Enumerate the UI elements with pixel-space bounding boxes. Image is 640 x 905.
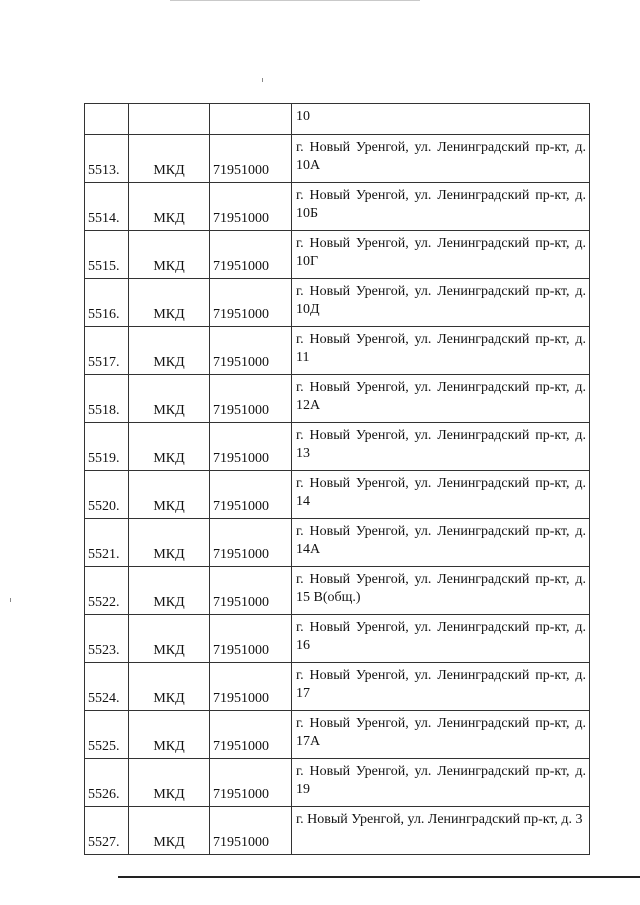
address-cell: г. Новый Уренгой, ул. Ленинградский пр-кт, д. 3 — [292, 807, 590, 855]
oktmo-code: 71951000 — [210, 471, 292, 519]
table-row — [85, 663, 590, 711]
row-number: 5522. — [85, 567, 129, 615]
oktmo-code: 71951000 — [210, 615, 292, 663]
address-cell: г. Новый Уренгой, ул. Ленинградский пр-кт, д. 16 — [292, 615, 590, 663]
address-cell: г. Новый Уренгой, ул. Ленинградский пр-кт, д. 17 — [292, 663, 590, 711]
scan-speck — [262, 78, 263, 82]
scan-speck — [10, 598, 11, 602]
row-number: 5516. — [85, 279, 129, 327]
address-cell: г. Новый Уренгой, ул. Ленинградский пр-кт, д. 17А — [292, 711, 590, 759]
table-row-continuation — [85, 104, 590, 135]
oktmo-code: 71951000 — [210, 759, 292, 807]
table-row — [85, 759, 590, 807]
object-type: МКД — [129, 663, 210, 711]
table-row — [85, 279, 590, 327]
address-cell: г. Новый Уренгой, ул. Ленинградский пр-кт, д. 19 — [292, 759, 590, 807]
object-type: МКД — [129, 423, 210, 471]
address-cell: г. Новый Уренгой, ул. Ленинградский пр-кт, д. 11 — [292, 327, 590, 375]
oktmo-code: 71951000 — [210, 279, 292, 327]
table-row — [85, 519, 590, 567]
table-row — [85, 375, 590, 423]
row-number: 5515. — [85, 231, 129, 279]
row-number: 5514. — [85, 183, 129, 231]
row-number — [85, 104, 129, 135]
oktmo-code: 71951000 — [210, 375, 292, 423]
row-number: 5521. — [85, 519, 129, 567]
object-type: МКД — [129, 375, 210, 423]
address-cell: г. Новый Уренгой, ул. Ленинградский пр-кт, д. 10Г — [292, 231, 590, 279]
object-type: МКД — [129, 135, 210, 183]
object-type: МКД — [129, 759, 210, 807]
address-cell: г. Новый Уренгой, ул. Ленинградский пр-кт, д. 13 — [292, 423, 590, 471]
oktmo-code: 71951000 — [210, 135, 292, 183]
table-row — [85, 135, 590, 183]
object-type: МКД — [129, 711, 210, 759]
oktmo-code: 71951000 — [210, 807, 292, 855]
table-row — [85, 183, 590, 231]
row-number: 5518. — [85, 375, 129, 423]
oktmo-code: 71951000 — [210, 327, 292, 375]
address-cell: г. Новый Уренгой, ул. Ленинградский пр-кт, д. 15 В(общ.) — [292, 567, 590, 615]
object-type: МКД — [129, 807, 210, 855]
address-cell: г. Новый Уренгой, ул. Ленинградский пр-кт, д. 14 — [292, 471, 590, 519]
object-type: МКД — [129, 279, 210, 327]
oktmo-code: 71951000 — [210, 567, 292, 615]
object-type: МКД — [129, 471, 210, 519]
table-row — [85, 807, 590, 855]
oktmo-code: 71951000 — [210, 663, 292, 711]
top-scan-rule — [170, 0, 420, 1]
address-cell: г. Новый Уренгой, ул. Ленинградский пр-кт, д. 12А — [292, 375, 590, 423]
row-number: 5527. — [85, 807, 129, 855]
address-cell: г. Новый Уренгой, ул. Ленинградский пр-кт, д. 10А — [292, 135, 590, 183]
object-type — [129, 104, 210, 135]
oktmo-code: 71951000 — [210, 711, 292, 759]
table-row — [85, 471, 590, 519]
address-cell: г. Новый Уренгой, ул. Ленинградский пр-кт, д. 10Д — [292, 279, 590, 327]
oktmo-code: 71951000 — [210, 231, 292, 279]
address-cell: г. Новый Уренгой, ул. Ленинградский пр-кт, д. 14А — [292, 519, 590, 567]
oktmo-code — [210, 104, 292, 135]
row-number: 5524. — [85, 663, 129, 711]
row-number: 5520. — [85, 471, 129, 519]
object-type: МКД — [129, 231, 210, 279]
address-cell: 10 — [292, 104, 590, 135]
table-row — [85, 423, 590, 471]
row-number: 5526. — [85, 759, 129, 807]
object-type: МКД — [129, 519, 210, 567]
oktmo-code: 71951000 — [210, 423, 292, 471]
row-number: 5517. — [85, 327, 129, 375]
row-number: 5513. — [85, 135, 129, 183]
address-cell: г. Новый Уренгой, ул. Ленинградский пр-кт, д. 10Б — [292, 183, 590, 231]
table-row — [85, 231, 590, 279]
table-row — [85, 327, 590, 375]
object-type: МКД — [129, 567, 210, 615]
table-body — [85, 104, 590, 855]
table-row — [85, 711, 590, 759]
row-number: 5523. — [85, 615, 129, 663]
row-number: 5525. — [85, 711, 129, 759]
table-row — [85, 567, 590, 615]
table-row — [85, 615, 590, 663]
address-register-table — [84, 103, 590, 855]
oktmo-code: 71951000 — [210, 183, 292, 231]
row-number: 5519. — [85, 423, 129, 471]
oktmo-code: 71951000 — [210, 519, 292, 567]
object-type: МКД — [129, 183, 210, 231]
bottom-page-rule — [118, 876, 640, 878]
object-type: МКД — [129, 327, 210, 375]
object-type: МКД — [129, 615, 210, 663]
